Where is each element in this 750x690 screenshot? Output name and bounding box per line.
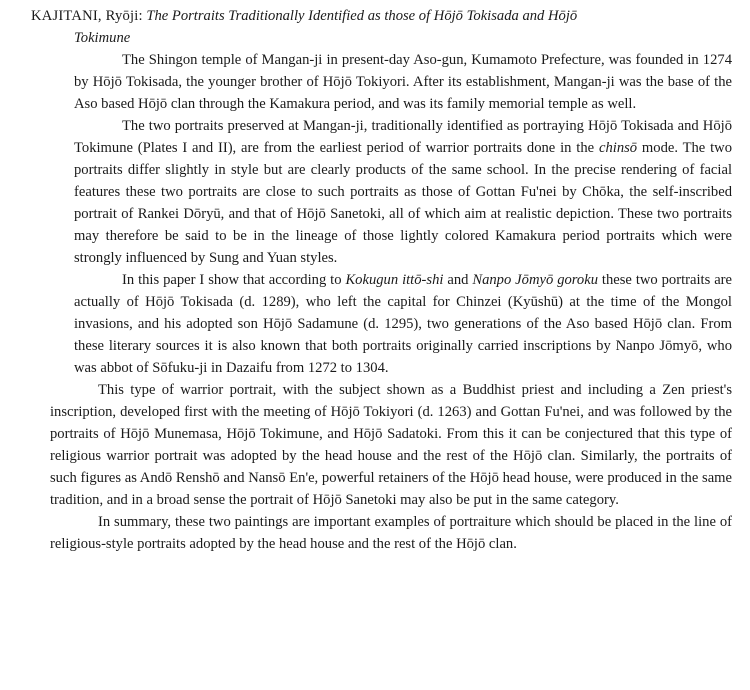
paragraph-text: and [443, 272, 473, 288]
article-title: The Portraits Traditionally Identified as those of Hōjō Tokisada and Hōjō [146, 8, 578, 24]
article-heading [31, 5, 732, 49]
italic-book-title: Nanpo Jōmyō goroku [472, 272, 598, 288]
italic-book-title: Kokugun ittō-shi [345, 272, 444, 288]
paragraph-text: these two portraits are actually of Hōjō Tokisada (d. 1289), who left the capital for Chinzei (Kyūshū) at the time of the Mongol invasions, and his adopted son Hōjō Sadamune (d. 1295), two generations of the Aso based Hōjō clan. From these literary sources it is also known that both portraits originally carried inscriptions by Nanpo Jōmyō, who was abbot of Sōfuku-ji in Dazaifu from 1272 to 1304. [74, 272, 733, 376]
paragraph-text: The Shingon temple of Mangan-ji in present-day Aso-gun, Kumamoto Prefecture, was founded in 1274 by Hōjō Tokisada, the younger brother of Hōjō Tokiyori. After its establishment, Mangan-ji was the base of the Aso based Hōjō clan through the Kamakura period, and was its family memorial temple as well. [74, 52, 732, 112]
paragraph-5 [31, 511, 732, 555]
italic-term: chinsō [598, 140, 638, 156]
paragraph-1 [31, 49, 732, 115]
paragraph-2 [31, 115, 732, 269]
paragraph-text: The two portraits preserved at Mangan-ji, traditionally identified as portraying Hōjō Tokisada and Hōjō Tokimune (Plates I and II), are from the earliest period of warrior portraits done in the [74, 118, 732, 156]
paragraph-3 [31, 269, 732, 379]
author-name: KAJITANI, Ryōji: [31, 8, 143, 24]
paragraph-text: In summary, these two paintings are important examples of portraiture which should be placed in the line of religious-style portraits adopted by the head house and the rest of the Hōjō clan. [50, 514, 732, 552]
paragraph-text: This type of warrior portrait, with the subject shown as a Buddhist priest and including a Zen priest's inscription, developed first with the meeting of Hōjō Tokiyori (d. 1263) and Gottan Fu'nei, and was followed by the portraits of Hōjō Munemasa, Hōjō Tokimune, and Hōjō Sadatoki. From this it can be conjectured that this type of religious warrior portrait was adopted by the head house and the rest of the Hōjō clan. Similarly, the portraits of such figures as Andō Renshō and Nansō En'e, powerful retainers of the Hōjō head house, were produced in the same tradition, and in a broad sense the portrait of Hōjō Sanetoki may also be put in the same category. [50, 382, 732, 508]
paragraph-4 [31, 379, 732, 511]
article-title-continued: Tokimune [74, 30, 131, 46]
paragraph-text: mode. The two portraits differ slightly in style but are clearly products of the same school. In the precise rendering of facial features these two portraits are close to such portraits as those of Gottan Fu'nei by Chōka, the self-inscribed portrait of Rankei Dōryū, and that of Hōjō Sanetoki, all of which aim at realistic depiction. These two portraits may therefore be said to be in the lineage of those lightly colored Kamakura period portraits which were strongly influenced by Sung and Yuan styles. [74, 140, 732, 266]
paragraph-text: In this paper I show that according to [122, 272, 346, 288]
